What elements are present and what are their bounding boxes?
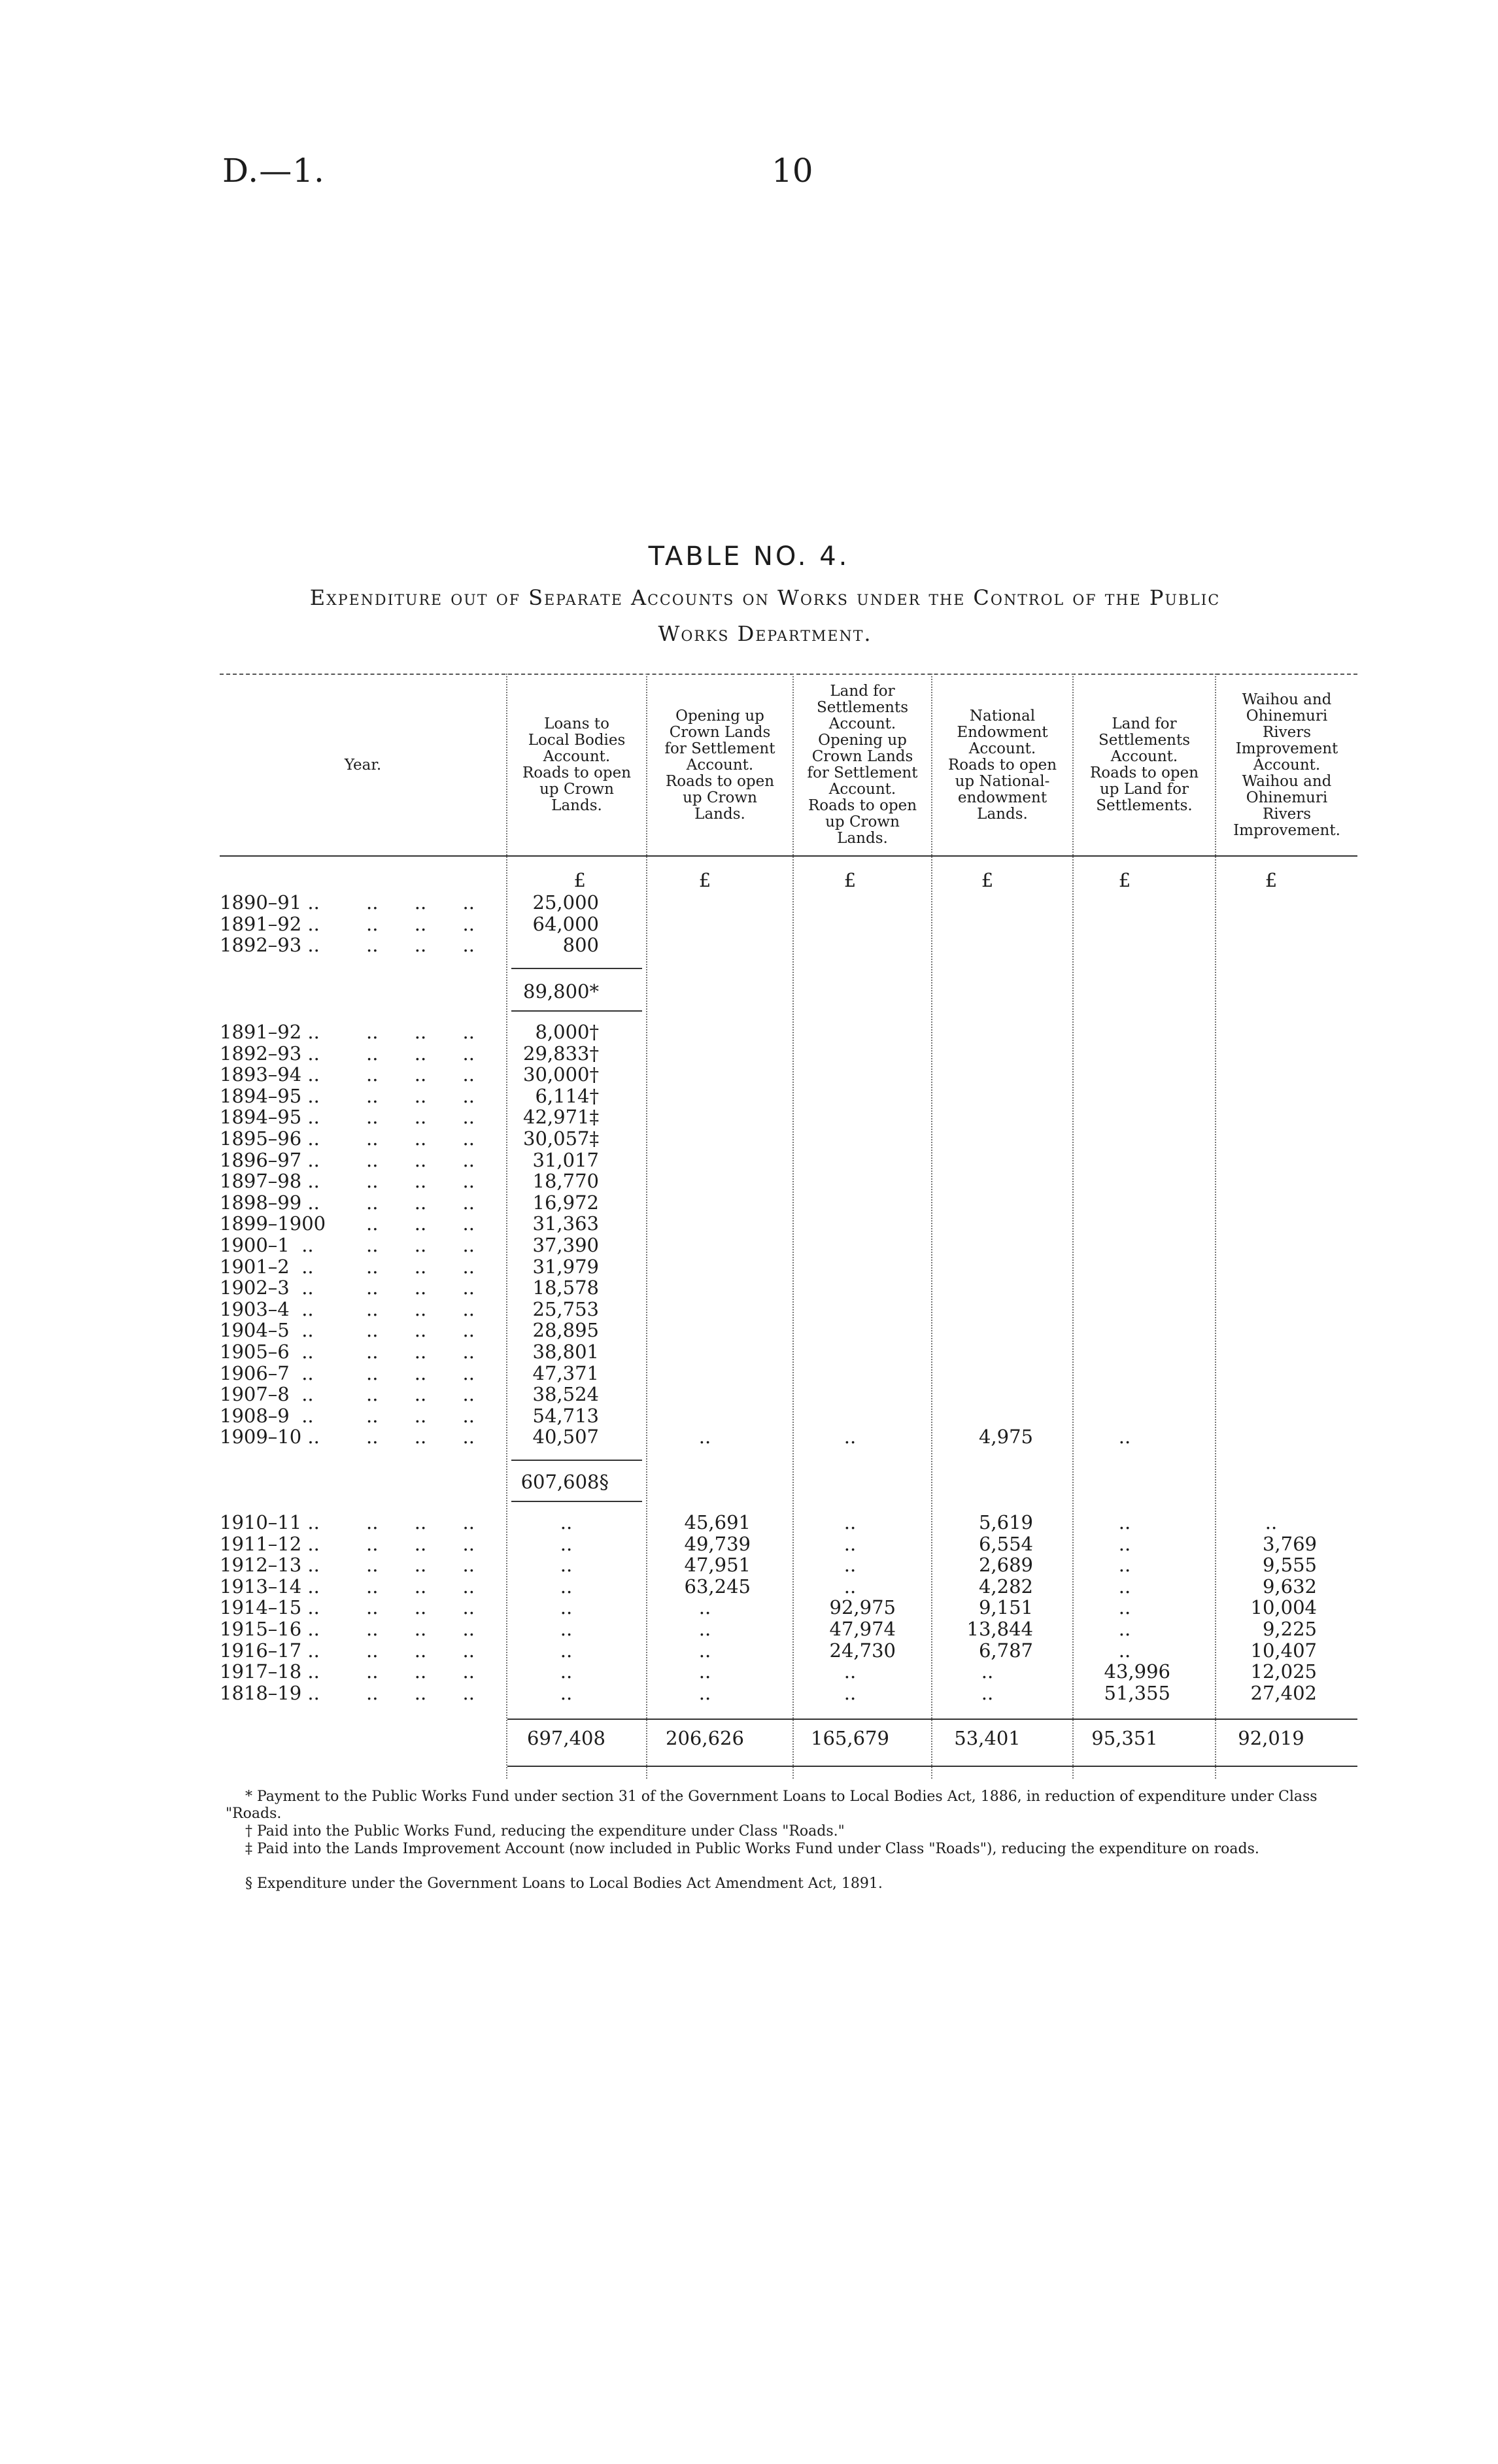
- row-cell-c3: ..: [843, 1554, 857, 1576]
- total-c4: 53,401: [954, 1727, 1021, 1749]
- row-cell-c5: ..: [1118, 1575, 1131, 1598]
- row-cell-c1: 64,000: [532, 913, 599, 935]
- row-cell-c4: 4,975: [978, 1426, 1033, 1448]
- row-leader-dots: .. .. ..: [366, 1575, 475, 1598]
- row-leader-dots: .. .. ..: [366, 1042, 475, 1065]
- row-cell-c4: 9,151: [978, 1596, 1033, 1618]
- row-cell-c1: 30,057‡: [523, 1127, 599, 1150]
- row-leader-dots: .. .. ..: [366, 1170, 475, 1192]
- row-year: 1910–11 ..: [220, 1511, 320, 1533]
- row-cell-c1: 6,114†: [535, 1085, 599, 1107]
- footnote-dagger: † Paid into the Public Works Fund, reducing the expenditure under Class "Roads.": [245, 1823, 845, 1839]
- table-subtitle-line-1: Expenditure out of Separate Accounts on Works under the Control of the Public: [309, 585, 1221, 610]
- row-year: 1916–17 ..: [220, 1639, 320, 1662]
- row-leader-dots: .. .. ..: [366, 1660, 475, 1683]
- row-cell-c1: ..: [560, 1639, 573, 1662]
- totals-bottom-rule: [507, 1766, 1357, 1767]
- row-cell-c1: ..: [560, 1596, 573, 1618]
- row-leader-dots: .. .. ..: [366, 1063, 475, 1086]
- row-cell-c1: 54,713: [532, 1405, 599, 1427]
- row-year: 1912–13 ..: [220, 1554, 320, 1576]
- row-cell-c5: ..: [1118, 1639, 1131, 1662]
- total-c6: 92,019: [1238, 1727, 1304, 1749]
- row-cell-c4: 6,554: [978, 1533, 1033, 1555]
- row-leader-dots: .. .. ..: [366, 1298, 475, 1320]
- row-cell-c4: 13,844: [966, 1618, 1033, 1640]
- row-cell-c1: 28,895: [532, 1319, 599, 1341]
- footnote-section: § Expenditure under the Government Loans to Local Bodies Act Amendment Act, 1891.: [245, 1875, 883, 1892]
- row-leader-dots: .. .. ..: [366, 1212, 475, 1235]
- header-c6-text: Waihou and Ohinemuri Rivers Improvement Account. Waihou and Ohinemuri Rivers Improvement.: [1233, 691, 1340, 839]
- row-year: 1901–2 ..: [220, 1256, 314, 1278]
- row-leader-dots: .. .. ..: [366, 1085, 475, 1107]
- row-year: 1915–16 ..: [220, 1618, 320, 1640]
- row-cell-c2: ..: [698, 1596, 711, 1618]
- row-leader-dots: .. .. ..: [366, 1341, 475, 1363]
- row-year: 1894–95 ..: [220, 1106, 320, 1128]
- row-year: 1900–1 ..: [220, 1234, 314, 1256]
- row-year: 1904–5 ..: [220, 1319, 314, 1341]
- row-cell-c1: ..: [560, 1511, 573, 1533]
- row-cell-c1: 40,507: [532, 1426, 599, 1448]
- row-year: 1891–92 ..: [220, 1021, 320, 1043]
- row-cell-c1: 47,371: [532, 1362, 599, 1384]
- currency-symbol-c6: £: [1265, 869, 1278, 891]
- footnote-double-dagger: ‡ Paid into the Lands Improvement Account (now included in Public Works Fund under Class "Roads"), reducing the expenditure on roads.: [245, 1841, 1259, 1857]
- row-cell-c2: 47,951: [684, 1554, 751, 1576]
- row-leader-dots: .. .. ..: [366, 934, 475, 956]
- row-leader-dots: .. .. ..: [366, 1533, 475, 1555]
- row-year: 1908–9 ..: [220, 1405, 314, 1427]
- header-opening-up-crown-lands: [647, 680, 792, 850]
- row-cell-c5: ..: [1118, 1426, 1131, 1448]
- header-c3-text: Land for Settlements Account. Opening up Crown Lands for Settlement Account. Roads to open up Crown Lands.: [807, 683, 918, 847]
- row-cell-c6: ..: [1265, 1511, 1278, 1533]
- row-cell-c1: 42,971‡: [523, 1106, 599, 1128]
- row-leader-dots: .. .. ..: [366, 1319, 475, 1341]
- row-cell-c6: 10,407: [1250, 1639, 1317, 1662]
- row-year: 1892–93 ..: [220, 934, 320, 956]
- row-cell-c1: ..: [560, 1533, 573, 1555]
- page-number: 10: [772, 152, 813, 190]
- row-year: 1899–1900: [220, 1212, 326, 1235]
- row-cell-c5: ..: [1118, 1554, 1131, 1576]
- row-year: 1896–97 ..: [220, 1149, 320, 1171]
- row-cell-c1: 8,000†: [535, 1021, 599, 1043]
- group2-subtotal-rule: [511, 1460, 642, 1461]
- currency-symbol-c1: £: [573, 869, 586, 891]
- row-cell-c6: 12,025: [1250, 1660, 1317, 1683]
- row-leader-dots: .. .. ..: [366, 1511, 475, 1533]
- row-leader-dots: .. .. ..: [366, 913, 475, 935]
- row-year: 1913–14 ..: [220, 1575, 320, 1598]
- row-leader-dots: .. .. ..: [366, 1021, 475, 1043]
- row-cell-c6: 9,632: [1262, 1575, 1317, 1598]
- row-year: 1893–94 ..: [220, 1063, 320, 1086]
- row-cell-c2: 45,691: [684, 1511, 751, 1533]
- row-cell-c2: 49,739: [684, 1533, 751, 1555]
- footnote-asterisk: * Payment to the Public Works Fund under section 31 of the Government Loans to Local Bodies Act, 1886, in reduction of expenditure under Class "Roads.: [226, 1788, 1318, 1822]
- row-year: 1890–91 ..: [220, 891, 320, 914]
- row-cell-c4: 6,787: [978, 1639, 1033, 1662]
- row-leader-dots: .. .. ..: [366, 1596, 475, 1618]
- total-c5: 95,351: [1091, 1727, 1158, 1749]
- row-cell-c6: 9,555: [1262, 1554, 1317, 1576]
- row-year: 1905–6 ..: [220, 1341, 314, 1363]
- row-year: 1895–96 ..: [220, 1127, 320, 1150]
- row-cell-c1: 29,833†: [523, 1042, 599, 1065]
- total-c2: 206,626: [666, 1727, 744, 1749]
- row-cell-c4: ..: [981, 1660, 994, 1683]
- row-leader-dots: .. .. ..: [366, 1618, 475, 1640]
- table-subtitle-line-2: Works Department.: [658, 621, 872, 646]
- row-cell-c1: 16,972: [532, 1191, 599, 1214]
- group1-subtotal: 89,800*: [523, 980, 599, 1002]
- row-cell-c1: ..: [560, 1682, 573, 1704]
- row-cell-c1: 18,578: [532, 1276, 599, 1299]
- row-cell-c1: 37,390: [532, 1234, 599, 1256]
- row-leader-dots: .. .. ..: [366, 1426, 475, 1448]
- row-cell-c4: 5,619: [978, 1511, 1033, 1533]
- header-national-endowment: [932, 680, 1072, 850]
- row-cell-c3: ..: [843, 1426, 857, 1448]
- header-c5-text: Land for Settlements Account. Roads to open up Land for Settlements.: [1089, 715, 1199, 814]
- table-title: TABLE NO. 4.: [648, 541, 850, 572]
- row-cell-c1: 25,753: [532, 1298, 599, 1320]
- header-c4-text: National Endowment Account. Roads to open up National- endowment Lands.: [947, 707, 1057, 823]
- row-cell-c2: ..: [698, 1682, 711, 1704]
- row-leader-dots: .. .. ..: [366, 1639, 475, 1662]
- row-cell-c5: ..: [1118, 1533, 1131, 1555]
- group1-subtotal-underline: [511, 1010, 642, 1012]
- row-cell-c1: 30,000†: [523, 1063, 599, 1086]
- row-year: 1891–92 ..: [220, 913, 320, 935]
- row-leader-dots: .. .. ..: [366, 1127, 475, 1150]
- currency-symbol-c4: £: [981, 869, 994, 891]
- page-reference: D.—1.: [222, 152, 325, 190]
- row-year: 1898–99 ..: [220, 1191, 320, 1214]
- row-cell-c2: 63,245: [684, 1575, 751, 1598]
- row-year: 1907–8 ..: [220, 1383, 314, 1405]
- row-cell-c1: ..: [560, 1618, 573, 1640]
- row-cell-c5: ..: [1118, 1511, 1131, 1533]
- row-cell-c3: 92,975: [829, 1596, 896, 1618]
- row-year: 1818–19 ..: [220, 1682, 320, 1704]
- row-cell-c1: 31,363: [532, 1212, 599, 1235]
- row-cell-c3: ..: [843, 1575, 857, 1598]
- row-cell-c2: ..: [698, 1660, 711, 1683]
- header-waihou-ohinemuri: [1216, 680, 1357, 850]
- row-cell-c2: ..: [698, 1639, 711, 1662]
- header-year: [220, 680, 506, 850]
- header-land-for-settlements-opening-up: [794, 680, 931, 850]
- total-c3: 165,679: [811, 1727, 889, 1749]
- row-year: 1906–7 ..: [220, 1362, 314, 1384]
- header-bottom-rule: [220, 855, 1357, 857]
- row-year: 1897–98 ..: [220, 1170, 320, 1192]
- row-leader-dots: .. .. ..: [366, 1554, 475, 1576]
- header-c1-text: Loans to Local Bodies Account. Roads to open up Crown Lands.: [522, 715, 632, 814]
- group1-subtotal-rule: [511, 968, 642, 969]
- row-cell-c5: 51,355: [1104, 1682, 1170, 1704]
- group2-subtotal: 607,608§: [520, 1471, 609, 1493]
- row-year: 1894–95 ..: [220, 1085, 320, 1107]
- row-cell-c1: 18,770: [532, 1170, 599, 1192]
- row-leader-dots: .. .. ..: [366, 1405, 475, 1427]
- row-year: 1914–15 ..: [220, 1596, 320, 1618]
- row-leader-dots: .. .. ..: [366, 1682, 475, 1704]
- row-leader-dots: .. .. ..: [366, 1234, 475, 1256]
- currency-symbol-c5: £: [1118, 869, 1131, 891]
- totals-top-rule: [507, 1719, 1357, 1720]
- row-cell-c1: 25,000: [532, 891, 599, 914]
- row-leader-dots: .. .. ..: [366, 1276, 475, 1299]
- header-c2-text: Opening up Crown Lands for Settlement Account. Roads to open up Crown Lands.: [664, 707, 775, 823]
- row-cell-c4: 4,282: [978, 1575, 1033, 1598]
- row-cell-c3: ..: [843, 1660, 857, 1683]
- row-cell-c6: 3,769: [1262, 1533, 1317, 1555]
- row-year: 1911–12 ..: [220, 1533, 320, 1555]
- currency-symbol-c3: £: [843, 869, 857, 891]
- row-cell-c6: 10,004: [1250, 1596, 1317, 1618]
- row-cell-c5: ..: [1118, 1618, 1131, 1640]
- row-cell-c1: ..: [560, 1660, 573, 1683]
- row-cell-c6: 27,402: [1250, 1682, 1317, 1704]
- row-cell-c1: 31,979: [532, 1256, 599, 1278]
- row-cell-c1: 31,017: [532, 1149, 599, 1171]
- header-land-for-settlements: [1074, 680, 1215, 850]
- row-cell-c1: 800: [562, 934, 599, 956]
- row-year: 1909–10 ..: [220, 1426, 320, 1448]
- row-cell-c1: ..: [560, 1575, 573, 1598]
- row-cell-c2: ..: [698, 1618, 711, 1640]
- row-cell-c3: ..: [843, 1511, 857, 1533]
- row-year: 1903–4 ..: [220, 1298, 314, 1320]
- table-top-rule: [220, 674, 1357, 675]
- row-leader-dots: .. .. ..: [366, 1383, 475, 1405]
- row-cell-c3: 24,730: [829, 1639, 896, 1662]
- row-cell-c6: 9,225: [1262, 1618, 1317, 1640]
- header-loans-to-local-bodies: [507, 680, 646, 850]
- row-year: 1892–93 ..: [220, 1042, 320, 1065]
- row-leader-dots: .. .. ..: [366, 1106, 475, 1128]
- row-year: 1917–18 ..: [220, 1660, 320, 1683]
- row-cell-c1: 38,524: [532, 1383, 599, 1405]
- row-cell-c2: ..: [698, 1426, 711, 1448]
- row-cell-c3: ..: [843, 1533, 857, 1555]
- row-leader-dots: .. .. ..: [366, 1191, 475, 1214]
- group2-subtotal-underline: [511, 1501, 642, 1502]
- row-leader-dots: .. .. ..: [366, 1256, 475, 1278]
- row-cell-c4: ..: [981, 1682, 994, 1704]
- row-leader-dots: .. .. ..: [366, 1149, 475, 1171]
- currency-symbol-c2: £: [698, 869, 711, 891]
- row-year: 1902–3 ..: [220, 1276, 314, 1299]
- row-cell-c1: ..: [560, 1554, 573, 1576]
- row-cell-c5: ..: [1118, 1596, 1131, 1618]
- row-cell-c3: ..: [843, 1682, 857, 1704]
- row-leader-dots: .. .. ..: [366, 1362, 475, 1384]
- row-leader-dots: .. .. ..: [366, 891, 475, 914]
- row-cell-c5: 43,996: [1104, 1660, 1170, 1683]
- row-cell-c3: 47,974: [829, 1618, 896, 1640]
- header-year-text: Year.: [344, 756, 382, 774]
- row-cell-c1: 38,801: [532, 1341, 599, 1363]
- total-c1: 697,408: [527, 1727, 605, 1749]
- row-cell-c4: 2,689: [978, 1554, 1033, 1576]
